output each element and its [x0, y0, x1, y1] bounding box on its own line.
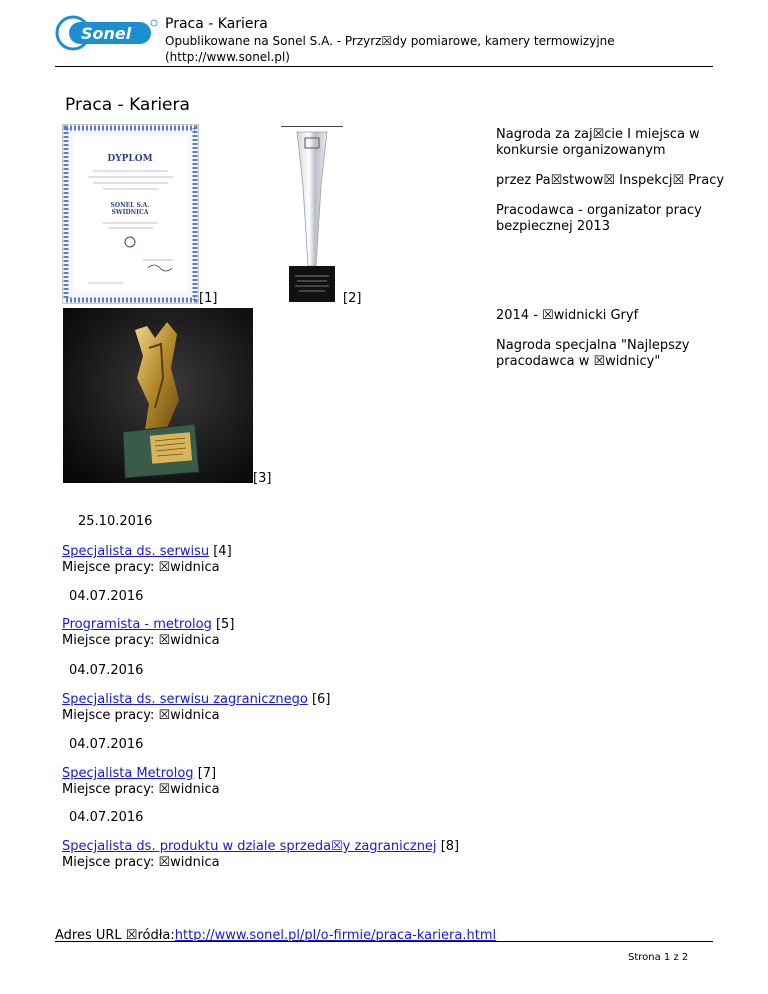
- job-date: 04.07.2016: [69, 737, 144, 752]
- header-site-url: (http://www.sonel.pl): [165, 50, 290, 64]
- source-url-link[interactable]: http://www.sonel.pl/pl/o-firmie/praca-kariera.html: [174, 928, 497, 943]
- award-1-line: konkursie organizowanym: [496, 143, 666, 158]
- award-2-line: 2014 - ☒widnicki Gryf: [496, 308, 639, 323]
- header-divider: [55, 66, 713, 67]
- job-place: Miejsce pracy: ☒widnica: [62, 708, 220, 723]
- image-ref-2: [2]: [343, 291, 362, 306]
- source-url-label: Adres URL ☒ródła:: [55, 928, 175, 943]
- job-date: 04.07.2016: [69, 663, 144, 678]
- gryf-trophy-image: [63, 308, 253, 483]
- job-ref: [6]: [311, 692, 331, 707]
- header-title: Praca - Kariera: [165, 16, 268, 32]
- image-ref-1: [1]: [199, 291, 218, 306]
- job-ref: [7]: [197, 766, 217, 781]
- award-1-line: bezpiecznej 2013: [496, 219, 610, 234]
- job-ref: [8]: [440, 839, 460, 854]
- job-place: Miejsce pracy: ☒widnica: [62, 782, 220, 797]
- award-2-text: [496, 308, 726, 370]
- header-published-line: Opublikowane na Sonel S.A. - Przyrz☒dy pomiarowe, kamery termowizyjne: [165, 34, 615, 48]
- job-date: 04.07.2016: [69, 810, 144, 825]
- page-number: Strona 1 z 2: [628, 952, 689, 963]
- job-entry: [62, 544, 232, 576]
- award-1-line: Pracodawca - organizator pracy: [496, 203, 702, 218]
- job-place: Miejsce pracy: ☒widnica: [62, 560, 220, 575]
- glass-trophy-image: [281, 126, 343, 304]
- job-link[interactable]: Specjalista ds. produktu w dziale sprzeda☒y zagranicznej: [62, 839, 437, 854]
- diploma-image: [62, 124, 199, 304]
- job-entry: [62, 617, 234, 649]
- sonel-logo: [55, 15, 158, 51]
- image-ref-3: [3]: [253, 471, 272, 486]
- award-1-text: [496, 127, 726, 235]
- page-title: Praca - Kariera: [65, 95, 190, 115]
- award-1-line: Nagroda za zaj☒cie I miejsca w: [496, 127, 700, 142]
- job-entry: [62, 692, 330, 724]
- diploma-org: SONEL S.A.: [110, 202, 150, 209]
- document-header: [165, 15, 725, 65]
- footer-divider: [55, 941, 713, 942]
- job-link[interactable]: Specjalista ds. serwisu zagranicznego: [62, 692, 308, 707]
- job-place: Miejsce pracy: ☒widnica: [62, 855, 220, 870]
- award-2-line: Nagroda specjalna "Najlepszy: [496, 338, 690, 353]
- job-ref: [5]: [215, 617, 235, 632]
- job-date: 25.10.2016: [78, 514, 153, 529]
- job-entry: [62, 839, 459, 871]
- job-place: Miejsce pracy: ☒widnica: [62, 633, 220, 648]
- award-1-line: przez Pa☒stwow☒ Inspekcj☒ Pracy: [496, 173, 725, 188]
- job-date: 04.07.2016: [69, 589, 144, 604]
- logo-text: Sonel: [81, 24, 132, 43]
- diploma-heading: DYPLOM: [107, 154, 153, 164]
- job-ref: [4]: [213, 544, 232, 559]
- job-link[interactable]: Specjalista Metrolog: [62, 766, 194, 781]
- diploma-city: ŚWIDNICA: [111, 209, 149, 216]
- award-2-line: pracodawca w ☒widnicy": [496, 354, 661, 369]
- job-entry: [62, 766, 220, 798]
- job-link[interactable]: Programista - metrolog: [62, 617, 212, 632]
- job-link[interactable]: Specjalista ds. serwisu: [62, 544, 210, 559]
